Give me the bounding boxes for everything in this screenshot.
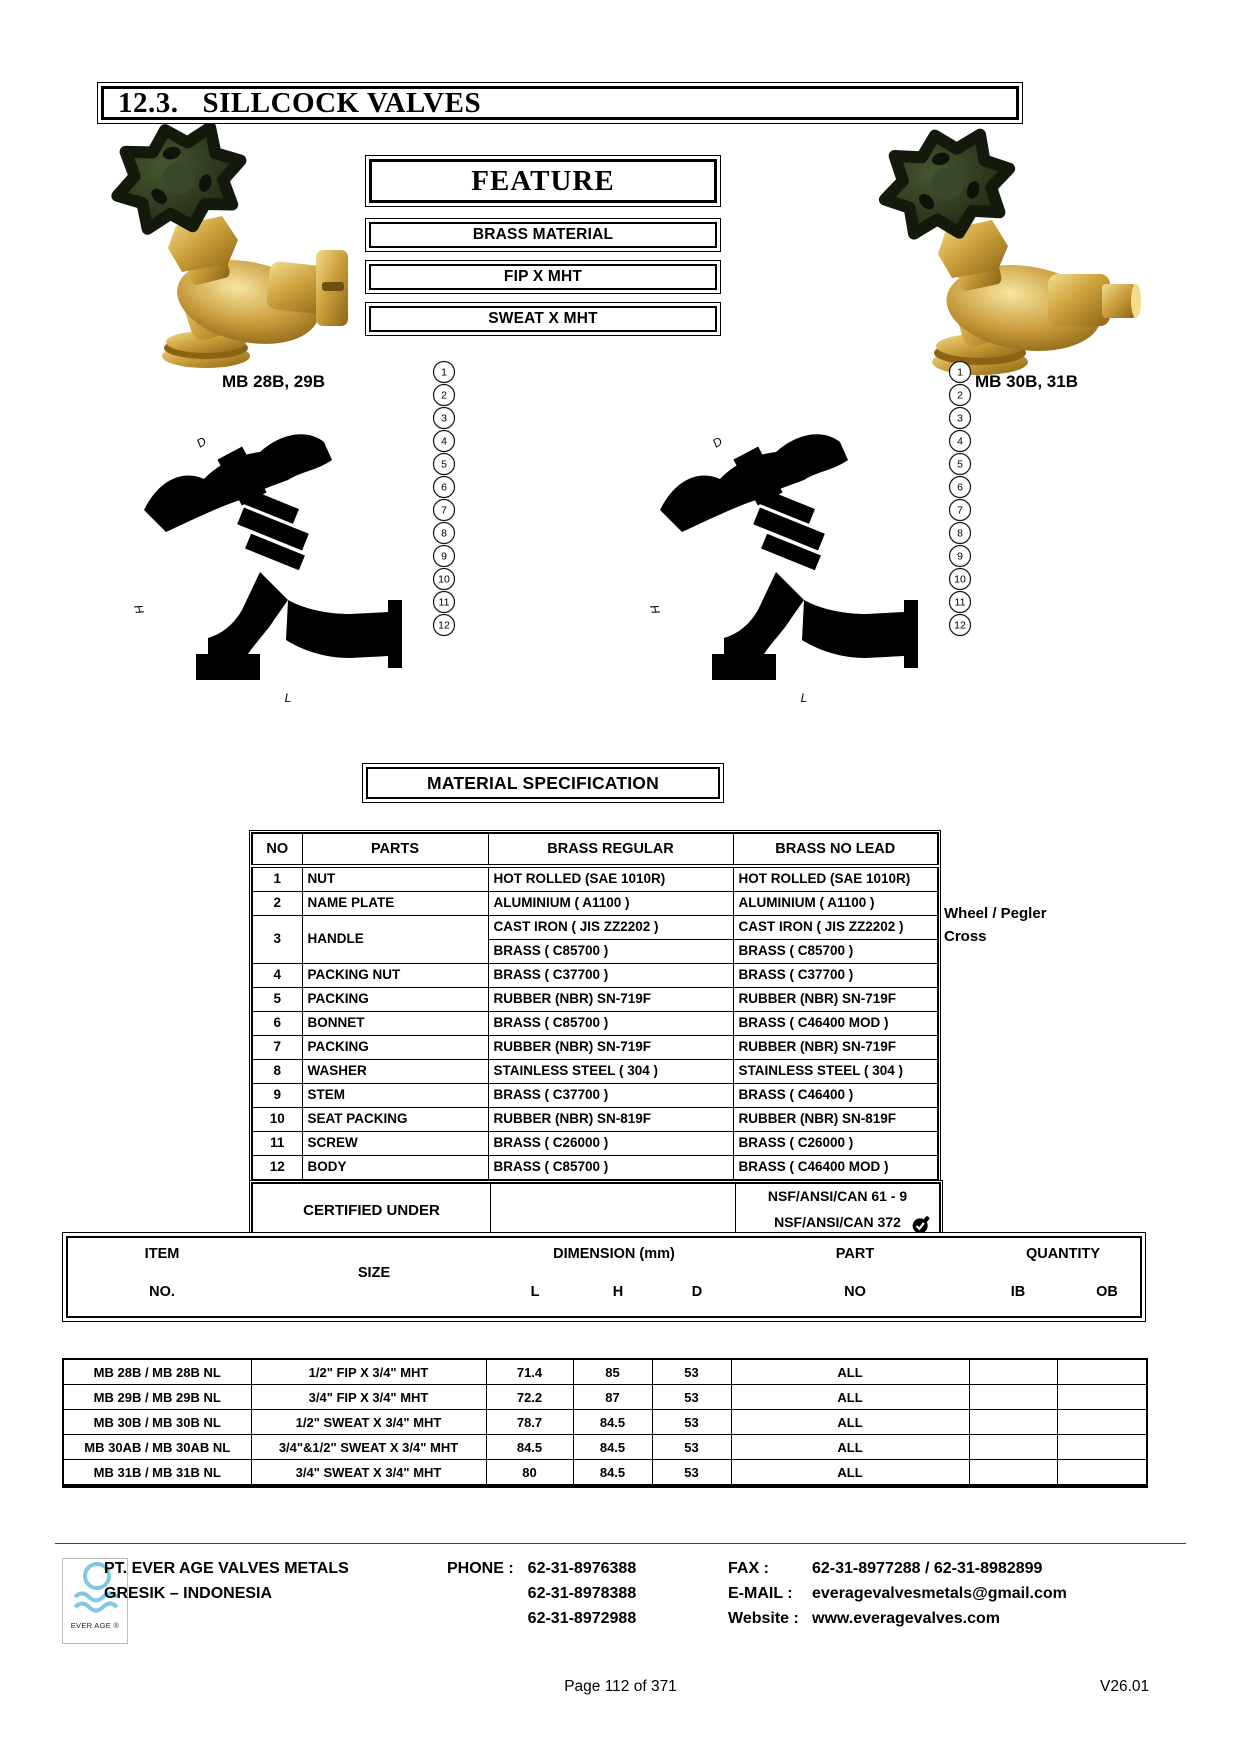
certified-standards: NSF/ANSI/CAN 61 - 9 NSF/ANSI/CAN 372 — [736, 1184, 939, 1236]
order-row: MB 30B / MB 30B NL 1/2" SWEAT X 3/4" MHT 78.7 84.5 53 ALL — [63, 1410, 1147, 1435]
col-no: NO — [252, 833, 302, 866]
spec-row: 7 PACKING RUBBER (NBR) SN-719F RUBBER (NBR) SN-719F — [252, 1036, 938, 1060]
col-h: H — [612, 1284, 624, 1300]
callout-number: 4 — [957, 435, 963, 448]
product-label-left: MB 28B, 29B — [222, 372, 325, 391]
dim-label-h: H — [131, 603, 147, 616]
feature-item-box-3 — [365, 302, 721, 336]
phone-numbers: 62-31-8976388 62-31-8978388 62-31-8972988 — [527, 1560, 637, 1627]
col-d: D — [691, 1284, 703, 1300]
callout-number: 12 — [954, 619, 966, 632]
spec-row: BRASS ( C85700 ) BRASS ( C85700 ) — [252, 940, 938, 964]
feature-item-brass-material: BRASS MATERIAL — [472, 226, 614, 243]
dim-label-l: L — [284, 691, 292, 705]
callout-number: 10 — [438, 573, 450, 586]
callout-number: 12 — [438, 619, 450, 632]
callout-number: 10 — [954, 573, 966, 586]
callout-number: 4 — [441, 435, 447, 448]
spec-row: 4 PACKING NUT BRASS ( C37700 ) BRASS ( C37700 ) — [252, 964, 938, 988]
col-brass-no-lead: BRASS NO LEAD — [733, 833, 938, 866]
col-quantity: QUANTITY — [1025, 1246, 1101, 1262]
col-item: ITEM — [144, 1246, 180, 1262]
callout-number: 6 — [441, 481, 447, 494]
section-number: 12.3. — [118, 86, 179, 119]
company-info — [104, 1556, 349, 1606]
callout-number: 7 — [957, 504, 963, 517]
spec-row: 3 HANDLE CAST IRON ( JIS ZZ2202 ) CAST IRON ( JIS ZZ2202 ) — [252, 916, 938, 940]
col-part-no: NO — [844, 1284, 866, 1300]
col-ob: OB — [1096, 1284, 1118, 1300]
spec-row: 8 WASHER STAINLESS STEEL ( 304 ) STAINLESS STEEL ( 304 ) — [252, 1060, 938, 1084]
callout-number: 11 — [954, 596, 966, 609]
order-row: MB 29B / MB 29B NL 3/4" FIP X 3/4" MHT 72.2 87 53 ALL — [63, 1385, 1147, 1410]
product-photo-right — [852, 128, 1142, 378]
feature-item-fip-mht: FIP X MHT — [503, 268, 583, 285]
col-size: SIZE — [357, 1265, 391, 1281]
col-item-no: NO. — [149, 1284, 175, 1300]
certified-label: CERTIFIED UNDER — [253, 1184, 491, 1236]
col-part: PART — [835, 1246, 875, 1262]
col-ib: IB — [1010, 1284, 1026, 1300]
dim-label-d: D — [710, 434, 725, 451]
spec-header-row — [252, 833, 938, 866]
callout-number: 8 — [441, 527, 447, 540]
phone-block — [447, 1556, 636, 1631]
callout-number: 7 — [441, 504, 447, 517]
feature-title-box — [365, 155, 721, 207]
fax-value: 62-31-8977288 / 62-31-8982899 — [812, 1560, 1043, 1577]
matspec-title: MATERIAL SPECIFICATION — [427, 772, 659, 793]
col-dimension: DIMENSION (mm) — [553, 1246, 675, 1262]
callout-number: 9 — [957, 550, 963, 563]
spec-row: 2 NAME PLATE ALUMINIUM ( A1100 ) ALUMINIUM ( A1100 ) — [252, 892, 938, 916]
callout-number: 8 — [957, 527, 963, 540]
callout-number: 5 — [957, 458, 963, 471]
feature-item-box-1 — [365, 218, 721, 252]
callout-number: 9 — [441, 550, 447, 563]
col-l: L — [530, 1284, 540, 1300]
callout-number: 6 — [957, 481, 963, 494]
dim-label-h: H — [647, 603, 663, 616]
spec-row: 6 BONNET BRASS ( C85700 ) BRASS ( C46400 MOD ) — [252, 1012, 938, 1036]
logo-caption: EVER AGE ® — [70, 1621, 120, 1630]
matspec-title-box — [362, 763, 724, 803]
spec-row: 1 NUT HOT ROLLED (SAE 1010R) HOT ROLLED (SAE 1010R) — [252, 866, 938, 892]
fax-line: FAX : 62-31-8977288 / 62-31-8982899 — [728, 1560, 1043, 1577]
website-line: Website : www.everagevalves.com — [728, 1610, 1000, 1627]
order-row: MB 28B / MB 28B NL 1/2" FIP X 3/4" MHT 71.4 85 53 ALL — [63, 1359, 1147, 1385]
product-label-right: MB 30B, 31B — [975, 372, 1078, 391]
order-table-header — [62, 1232, 1146, 1322]
spec-row: 9 STEM BRASS ( C37700 ) BRASS ( C46400 ) — [252, 1084, 938, 1108]
col-brass-regular: BRASS REGULAR — [488, 833, 733, 866]
page-title — [104, 87, 1016, 120]
product-photo-left — [88, 124, 354, 372]
section-title-box — [97, 82, 1023, 124]
dim-label-l: L — [800, 691, 808, 705]
feature-item-box-2 — [365, 260, 721, 294]
callout-number: 5 — [441, 458, 447, 471]
callout-number: 2 — [957, 389, 963, 402]
handle-type-note: Wheel / Pegler Cross — [944, 905, 1047, 945]
section-name: SILLCOCK VALVES — [202, 86, 482, 119]
callout-number: 11 — [438, 596, 450, 609]
callout-number: 2 — [441, 389, 447, 402]
email-value[interactable]: everagevalvesmetals@gmail.com — [812, 1585, 1067, 1602]
spec-row: 11 SCREW BRASS ( C26000 ) BRASS ( C26000 ) — [252, 1132, 938, 1156]
callout-balloons — [434, 362, 455, 636]
email-line: E-MAIL : everagevalvesmetals@gmail.com — [728, 1585, 1067, 1602]
callout-number: 3 — [957, 412, 963, 425]
callout-number: 1 — [441, 366, 447, 379]
certified-table — [249, 1180, 943, 1240]
technical-drawing-left — [92, 358, 482, 706]
spec-row: 5 PACKING RUBBER (NBR) SN-719F RUBBER (NBR) SN-719F — [252, 988, 938, 1012]
order-row: MB 31B / MB 31B NL 3/4" SWEAT X 3/4" MHT 80 84.5 53 ALL — [63, 1460, 1147, 1487]
feature-title: FEATURE — [471, 164, 615, 197]
certified-empty-cell — [491, 1184, 736, 1236]
callout-balloons — [950, 362, 971, 636]
spec-row: 12 BODY BRASS ( C85700 ) BRASS ( C46400 MOD ) — [252, 1156, 938, 1181]
material-spec-table — [249, 830, 941, 1183]
phone-label: PHONE : — [447, 1560, 514, 1577]
callout-number: 1 — [957, 366, 963, 379]
feature-item-sweat-mht: SWEAT X MHT — [488, 310, 598, 327]
company-location: GRESIK – INDONESIA — [104, 1585, 273, 1602]
technical-drawing-right — [608, 358, 998, 706]
company-name: PT. EVER AGE VALVES METALS — [104, 1560, 349, 1577]
contact-block — [728, 1556, 1067, 1631]
page-number: Page 112 of 371 — [564, 1678, 677, 1695]
dim-label-d: D — [194, 434, 209, 451]
website-value[interactable]: www.everagevalves.com — [812, 1610, 1000, 1627]
version-number: V26.01 — [1100, 1678, 1150, 1695]
callout-number: 3 — [441, 412, 447, 425]
order-table — [62, 1358, 1148, 1488]
order-row: MB 30AB / MB 30AB NL 3/4"&1/2" SWEAT X 3/4" MHT 84.5 84.5 53 ALL — [63, 1435, 1147, 1460]
spec-row: 10 SEAT PACKING RUBBER (NBR) SN-819F RUBBER (NBR) SN-819F — [252, 1108, 938, 1132]
footer-divider — [55, 1543, 1186, 1544]
col-parts: PARTS — [302, 833, 488, 866]
